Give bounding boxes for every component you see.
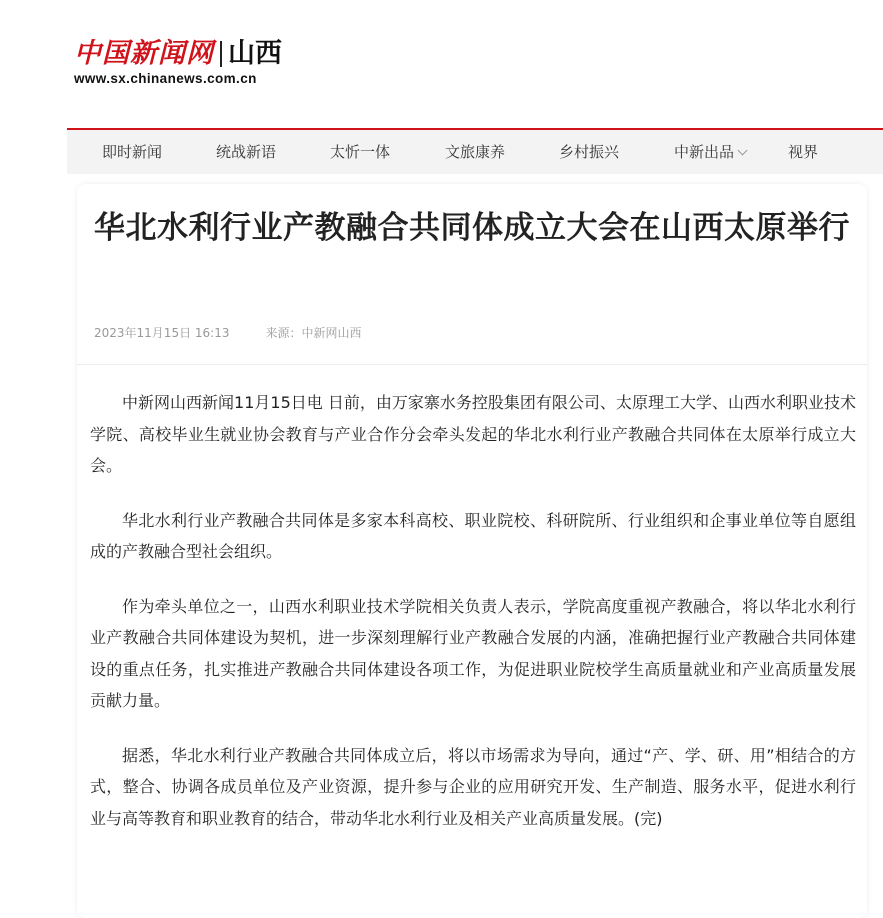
article-body xyxy=(90,387,856,857)
article-paragraph: 作为牵头单位之一，山西水利职业技术学院相关负责人表示，学院高度重视产教融合，将以华北水利行业产教融合共同体建设为契机，进一步深刻理解行业产教融合发展的内涵，准确把握行业产教融合共同体建设的重点任务，扎实推进产教融合共同体建设各项工作，为促进职业院校学生高质量就业和产业高质量发展贡献力量。 xyxy=(90,596,856,710)
nav-item-zhongxin-products-label: 中新出品 xyxy=(674,143,735,161)
site-header xyxy=(0,0,883,130)
article-date: 2023年11月15日 16:13 xyxy=(94,326,230,340)
site-logo[interactable] xyxy=(74,38,282,88)
nav-item-rural-revitalization[interactable]: 乡村振兴 xyxy=(559,143,620,161)
article-paragraph: 中新网山西新闻11月15日电 日前，由万家寨水务控股集团有限公司、太原理工大学、山西水利职业技术学院、高校毕业生就业协会教育与产业合作分会牵头发起的华北水利行业产教融合共同体在太原举行成立大会。 xyxy=(90,393,856,475)
article-meta xyxy=(94,324,362,341)
nav-item-united-front[interactable]: 统战新语 xyxy=(216,143,277,161)
nav-item-taixin[interactable]: 太忻一体 xyxy=(330,143,391,161)
nav-item-culture-tourism[interactable]: 文旅康养 xyxy=(445,143,506,161)
logo-cn-text: 中国新闻网 xyxy=(74,38,214,69)
main-nav xyxy=(67,128,883,174)
meta-divider xyxy=(77,364,867,365)
nav-item-instant-news[interactable]: 即时新闻 xyxy=(102,143,163,161)
article-paragraph: 据悉，华北水利行业产教融合共同体成立后，将以市场需求为导向，通过“产、学、研、用”相结合的方式，整合、协调各成员单位及产业资源，提升参与企业的应用研究开发、生产制造、服务水平，促进水利行业与高等教育和职业教育的结合，带动华北水利行业及相关产业高质量发展。(完) xyxy=(90,745,856,828)
article-title: 华北水利行业产教融合共同体成立大会在山西太原举行 xyxy=(94,210,850,246)
logo-url-text: www.sx.chinanews.com.cn xyxy=(74,71,257,86)
logo-separator xyxy=(220,41,222,67)
logo-top xyxy=(74,38,282,70)
nav-item-vision[interactable]: 视界 xyxy=(788,143,819,161)
article-source: 来源：中新网山西 xyxy=(265,326,362,340)
logo-region-text: 山西 xyxy=(228,38,282,69)
nav-item-zhongxin-products[interactable] xyxy=(674,130,746,174)
article-paragraph: 华北水利行业产教融合共同体是多家本科高校、职业院校、科研院所、行业组织和企事业单位等自愿组成的产教融合型社会组织。 xyxy=(90,510,856,561)
chevron-down-icon xyxy=(738,146,748,156)
article-card xyxy=(77,184,867,918)
